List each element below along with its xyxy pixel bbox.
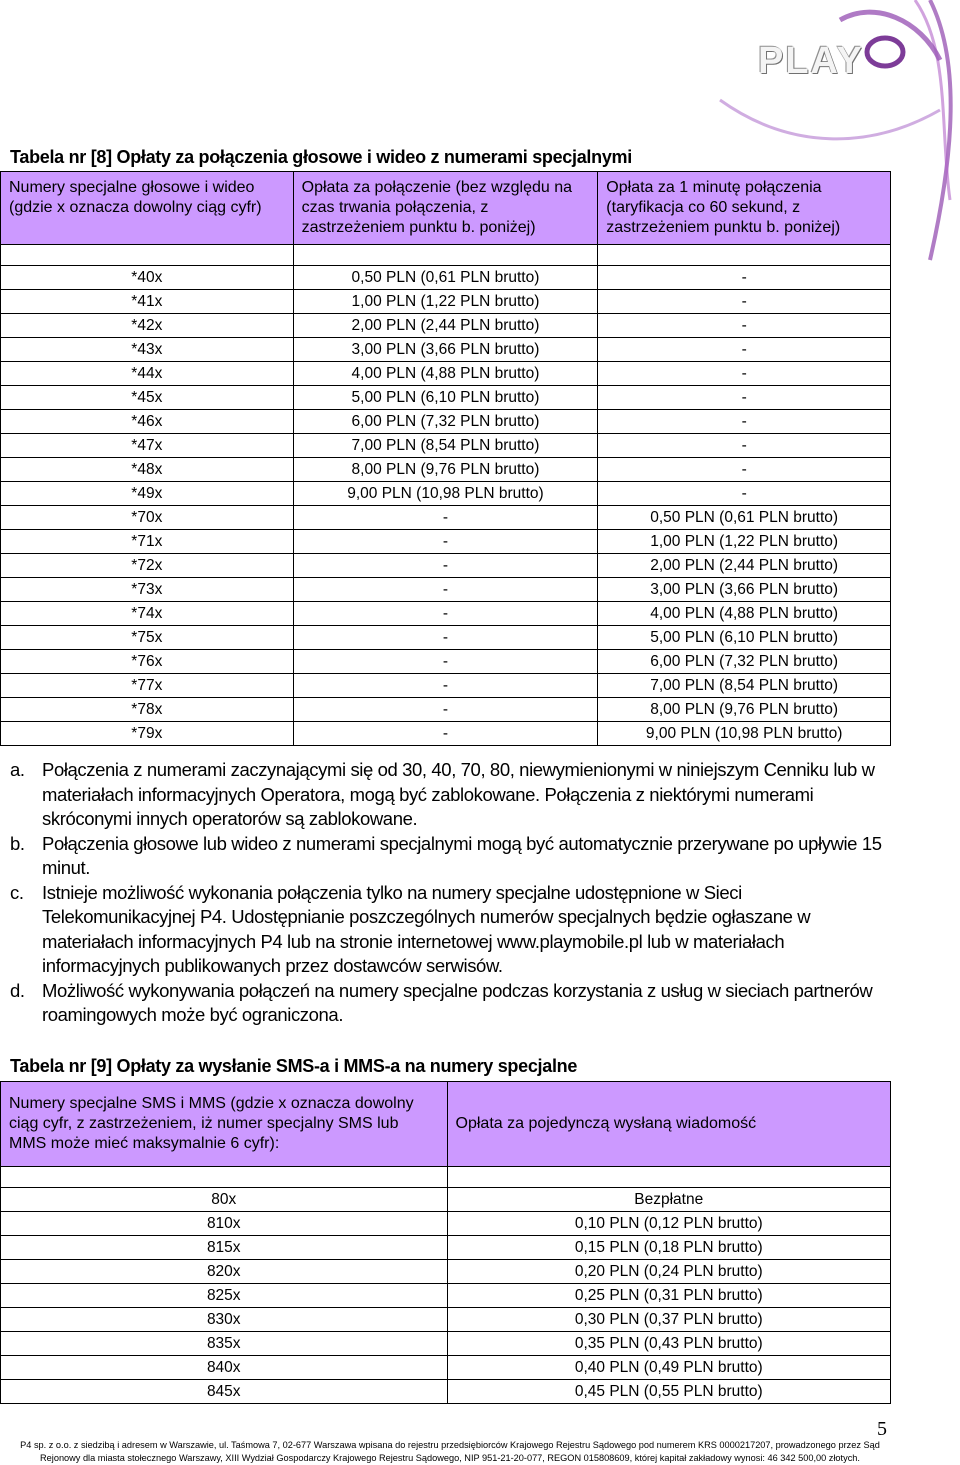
table8-cell: 3,00 PLN (3,66 PLN brutto) (598, 578, 891, 602)
table8-cell: - (293, 674, 598, 698)
table9-header-message-fee: Opłata za pojedynczą wysłaną wiadomość (447, 1082, 890, 1167)
table9-cell: 845x (1, 1380, 448, 1404)
table8-cell: - (598, 314, 891, 338)
table9-cell: 0,25 PLN (0,31 PLN brutto) (447, 1284, 890, 1308)
table8-row (1, 650, 891, 674)
table8-row (1, 338, 891, 362)
table9-cell: 835x (1, 1332, 448, 1356)
table8-header-connection-fee: Opłata za połączenie (bez względu na czas trwania połączenia, z zastrzeżeniem punktu b. poniżej) (293, 172, 598, 245)
table8-row (1, 458, 891, 482)
table8-cell: *78x (1, 698, 294, 722)
table8-cell: - (598, 290, 891, 314)
table8-row (1, 266, 891, 290)
logo (720, 0, 960, 140)
table9-cell: 840x (1, 1356, 448, 1380)
table8-row (1, 482, 891, 506)
table9-cell: 815x (1, 1236, 448, 1260)
table8-cell: *73x (1, 578, 294, 602)
table8-cell: - (598, 458, 891, 482)
table8-row (1, 434, 891, 458)
table9-row (1, 1260, 891, 1284)
table8-cell: 0,50 PLN (0,61 PLN brutto) (293, 266, 598, 290)
table8-cell: *76x (1, 650, 294, 674)
table8-row (1, 578, 891, 602)
table9-cell: 0,45 PLN (0,55 PLN brutto) (447, 1380, 890, 1404)
table8-title: Tabela nr [8] Opłaty za połączenia głosowe i wideo z numerami specjalnymi (10, 147, 632, 167)
table8-row (1, 410, 891, 434)
table8-cell: *40x (1, 266, 294, 290)
footer-line-2: Rejonowy dla miasta stołecznego Warszawy, XIII Wydział Gospodarczy Krajowego Rejestru Sądowego, NIP 951-21-20-077, REGON 015808609, której kapitał zakładowy wynosi: 46 342 500,00 złotych. (40, 1453, 860, 1463)
table9-row (1, 1356, 891, 1380)
table9-cell: 0,30 PLN (0,37 PLN brutto) (447, 1308, 890, 1332)
play-logo-text: PLAY (758, 40, 864, 82)
table9-row (1, 1236, 891, 1260)
table9 (0, 1081, 891, 1404)
table8-cell: *42x (1, 314, 294, 338)
table8-cell: 6,00 PLN (7,32 PLN brutto) (293, 410, 598, 434)
table8-cell: 2,00 PLN (2,44 PLN brutto) (293, 314, 598, 338)
table8-cell: *44x (1, 362, 294, 386)
table8-cell: *75x (1, 626, 294, 650)
table8-cell: 6,00 PLN (7,32 PLN brutto) (598, 650, 891, 674)
table8-cell: 9,00 PLN (10,98 PLN brutto) (293, 482, 598, 506)
footer (20, 1439, 880, 1465)
table8-cell: 8,00 PLN (9,76 PLN brutto) (598, 698, 891, 722)
table8-row (1, 290, 891, 314)
table8-cell: - (293, 722, 598, 746)
table9-row (1, 1284, 891, 1308)
table8-row (1, 386, 891, 410)
table8-cell: - (293, 506, 598, 530)
note-a: a. Połączenia z numerami zaczynającymi się od 30, 40, 70, 80, niewymienionymi w niniejszym Cenniku lub w materiałach informacyjnych Operatora, mogą być zablokowane. Połączenia z niektórymi numerami skróconymi innych operatorów są zablokowane. (10, 759, 875, 829)
table9-row (1, 1332, 891, 1356)
table8-header-numbers: Numery specjalne głosowe i wideo (gdzie x oznacza dowolny ciąg cyfr) (1, 172, 294, 245)
table8 (0, 171, 891, 746)
table8-cell: 4,00 PLN (4,88 PLN brutto) (293, 362, 598, 386)
table8-cell: 7,00 PLN (8,54 PLN brutto) (293, 434, 598, 458)
table8-cell: *49x (1, 482, 294, 506)
table8-cell: - (293, 530, 598, 554)
table8-cell: 7,00 PLN (8,54 PLN brutto) (598, 674, 891, 698)
table8-cell: *46x (1, 410, 294, 434)
table8-cell: - (293, 602, 598, 626)
table9-cell: 0,20 PLN (0,24 PLN brutto) (447, 1260, 890, 1284)
table9-cell: 0,10 PLN (0,12 PLN brutto) (447, 1212, 890, 1236)
table8-cell: 4,00 PLN (4,88 PLN brutto) (598, 602, 891, 626)
table8-cell: - (598, 482, 891, 506)
table9-header-numbers: Numery specjalne SMS i MMS (gdzie x oznacza dowolny ciąg cyfr, z zastrzeżeniem, iż numer specjalny SMS lub MMS może mieć maksymalnie 6 cyfr): (1, 1082, 448, 1167)
table8-row (1, 602, 891, 626)
note-d: d. Możliwość wykonywania połączeń na numery specjalne podczas korzystania z usług w sieciach partnerów roamingowych może być ograniczona. (10, 979, 873, 1025)
table8-cell: - (598, 266, 891, 290)
table9-row (1, 1212, 891, 1236)
table8-cell: - (293, 578, 598, 602)
table9-cell: 0,15 PLN (0,18 PLN brutto) (447, 1236, 890, 1260)
table8-cell: *45x (1, 386, 294, 410)
table8-cell: 5,00 PLN (6,10 PLN brutto) (293, 386, 598, 410)
table8-cell: 5,00 PLN (6,10 PLN brutto) (598, 626, 891, 650)
note-c: c. Istnieje możliwość wykonania połączenia tylko na numery specjalne udostępnione w Sieci Telekomunikacyjnej P4. Udostępnianie poszczególnych numerów specjalnych będzie ogłaszane w materiałach informacyjnych P4 lub na stronie internetowej www.playmobile.pl lub w materiałach informacyjnych publikowanych przez dostawców serwisów. (10, 881, 811, 976)
notes-list (10, 758, 890, 1028)
table8-row (1, 362, 891, 386)
table8-cell: 9,00 PLN (10,98 PLN brutto) (598, 722, 891, 746)
table8-row (1, 626, 891, 650)
table8-cell: *79x (1, 722, 294, 746)
table9-cell: 810x (1, 1212, 448, 1236)
table8-cell: *72x (1, 554, 294, 578)
footer-line-1: P4 sp. z o.o. z siedzibą i adresem w Warszawie, ul. Taśmowa 7, 02-677 Warszawa wpisana do rejestru przedsiębiorców Krajowego Rejestru Sądowego pod numerem KRS 0000217207, prowadzonego przez Sąd (20, 1440, 880, 1450)
table8-cell: *74x (1, 602, 294, 626)
table8-header-minute-fee: Opłata za 1 minutę połączenia (taryfikacja co 60 sekund, z zastrzeżeniem punktu b. poniżej) (598, 172, 891, 245)
table8-row (1, 674, 891, 698)
table8-cell: *71x (1, 530, 294, 554)
table8-cell: 1,00 PLN (1,22 PLN brutto) (598, 530, 891, 554)
table8-row (1, 698, 891, 722)
table8-row (1, 722, 891, 746)
table8-row (1, 314, 891, 338)
table8-cell: *48x (1, 458, 294, 482)
table8-cell: *43x (1, 338, 294, 362)
table9-cell: 825x (1, 1284, 448, 1308)
table8-cell: - (293, 650, 598, 674)
table9-cell: 0,35 PLN (0,43 PLN brutto) (447, 1332, 890, 1356)
table8-cell: 2,00 PLN (2,44 PLN brutto) (598, 554, 891, 578)
table9-cell: 0,40 PLN (0,49 PLN brutto) (447, 1356, 890, 1380)
table8-cell: - (293, 626, 598, 650)
table9-title: Tabela nr [9] Opłaty za wysłanie SMS-a i MMS-a na numery specjalne (10, 1056, 578, 1076)
table8-row (1, 530, 891, 554)
table8-cell: *77x (1, 674, 294, 698)
table8-cell: *47x (1, 434, 294, 458)
table9-cell: 820x (1, 1260, 448, 1284)
table8-cell: - (598, 386, 891, 410)
page-number: 5 (877, 1418, 887, 1440)
table9-cell: 830x (1, 1308, 448, 1332)
table8-cell: - (598, 434, 891, 458)
table8-cell: - (598, 410, 891, 434)
table9-row (1, 1380, 891, 1404)
table8-cell: - (293, 698, 598, 722)
table9-cell: Bezpłatne (447, 1188, 890, 1212)
table8-row (1, 506, 891, 530)
table8-cell: *41x (1, 290, 294, 314)
table8-cell: - (598, 338, 891, 362)
table8-row (1, 554, 891, 578)
table8-cell: - (293, 554, 598, 578)
table9-row (1, 1308, 891, 1332)
table8-cell: 0,50 PLN (0,61 PLN brutto) (598, 506, 891, 530)
table9-cell: 80x (1, 1188, 448, 1212)
note-b: b. Połączenia głosowe lub wideo z numerami specjalnymi mogą być automatycznie przerywane po upływie 15 minut. (10, 832, 882, 878)
table8-cell: 3,00 PLN (3,66 PLN brutto) (293, 338, 598, 362)
table8-cell: 8,00 PLN (9,76 PLN brutto) (293, 458, 598, 482)
table8-cell: *70x (1, 506, 294, 530)
table9-row (1, 1188, 891, 1212)
table8-cell: - (598, 362, 891, 386)
table8-cell: 1,00 PLN (1,22 PLN brutto) (293, 290, 598, 314)
